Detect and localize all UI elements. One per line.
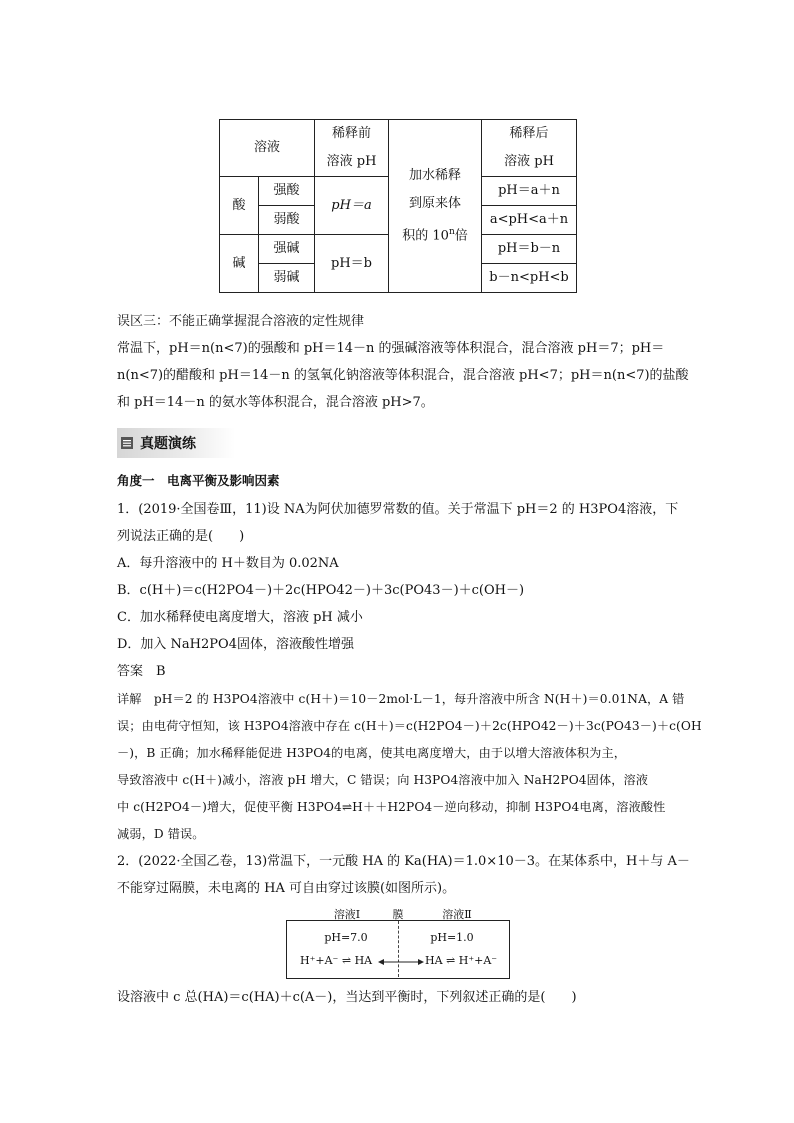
header-after: 稀释后 溶液 pH bbox=[482, 120, 577, 177]
diagram-solution-1-label: 溶液Ⅰ bbox=[333, 908, 361, 921]
membrane-diagram bbox=[286, 906, 510, 979]
diagram-solution-2-label: 溶液Ⅱ bbox=[442, 908, 472, 921]
list-icon bbox=[121, 437, 133, 449]
q1-stem-2: 列说法正确的是( ) bbox=[117, 529, 245, 544]
weak-base-after: b－n<pH<b bbox=[482, 264, 577, 293]
misconception-para-1: 常温下，pH＝n(n<7)的强酸和 pH＝14－n 的强碱溶液等体积混合，混合溶液 pH＝7；pH＝ bbox=[117, 341, 665, 356]
section-header bbox=[117, 428, 235, 458]
membrane-line bbox=[398, 921, 399, 977]
diagram-equilibrium-2: HA ⇌ H⁺+A⁻ bbox=[425, 954, 498, 967]
diagram-membrane-label: 膜 bbox=[392, 908, 404, 921]
q1-option-c: C．加水稀释使电离度增大，溶液 pH 减小 bbox=[117, 610, 363, 625]
q1-detail-2: 误；由电荷守恒知，该 H3PO4溶液中存在 c(H＋)＝c(H2PO4－)＋2c(HPO42－)＋3c(PO43－)＋c(OH bbox=[117, 719, 702, 733]
diagram-equilibrium-1: H⁺+A⁻ ⇌ HA bbox=[300, 954, 373, 967]
header-before: 稀释前 溶液 pH bbox=[315, 120, 389, 177]
base-before: pH＝b bbox=[315, 235, 389, 293]
q1-option-b: B．c(H＋)＝c(H2PO4－)＋2c(HPO42－)＋3c(PO43－)＋c(OH－) bbox=[117, 583, 525, 598]
misconception-para-3: 和 pH＝14－n 的氨水等体积混合，混合溶液 pH>7。 bbox=[117, 395, 434, 410]
q1-answer: 答案 B bbox=[117, 664, 166, 679]
acid-before: pH＝a bbox=[315, 177, 389, 235]
q1-detail-5: 中 c(H2PO4－)增大，促使平衡 H3PO4⇌H＋＋H2PO4－逆向移动，抑制 H3PO4电离，溶液酸性 bbox=[117, 800, 666, 814]
weak-acid: 弱酸 bbox=[259, 206, 315, 235]
q2-stem-2: 不能穿过隔膜，未电离的 HA 可自由穿过该膜(如图所示)。 bbox=[117, 881, 456, 896]
strong-acid: 强酸 bbox=[259, 177, 315, 206]
header-solution: 溶液 bbox=[220, 120, 315, 177]
q2-last-line: 设溶液中 c 总(HA)＝c(HA)＋c(A－)，当达到平衡时，下列叙述正确的是( ) bbox=[117, 990, 577, 1005]
angle-heading: 角度一 电离平衡及影响因素 bbox=[117, 473, 280, 488]
q1-detail-6: 减弱，D 错误。 bbox=[117, 827, 205, 841]
q1-detail-1: 详解 pH＝2 的 H3PO4溶液中 c(H＋)＝10－2mol·L－1，每升溶液中所含 N(H＋)＝0.01NA，A 错 bbox=[117, 692, 685, 706]
q1-option-a: A．每升溶液中的 H＋数目为 0.02NA bbox=[117, 556, 339, 571]
section-title: 真题演练 bbox=[140, 436, 196, 452]
q1-option-d: D．加入 NaH2PO4固体，溶液酸性增强 bbox=[117, 637, 354, 652]
strong-acid-after: pH＝a＋n bbox=[482, 177, 577, 206]
diagram-ph-2: pH=1.0 bbox=[430, 931, 474, 944]
q1-detail-3: －)，B 正确；加水稀释能促进 H3PO4的电离，使其电离度增大，由于以增大溶液体积为主， bbox=[117, 746, 627, 760]
strong-base-after: pH＝b－n bbox=[482, 235, 577, 264]
dilution-operation: 加水稀释 到原来体 积的 10$^n$倍 bbox=[389, 120, 482, 293]
dilution-table bbox=[219, 119, 577, 293]
acid-label: 酸 bbox=[220, 177, 259, 235]
misconception-para-2: n(n<7)的醋酸和 pH＝14－n 的氢氧化钠溶液等体积混合，混合溶液 pH<7；pH＝n(n<7)的盐酸 bbox=[117, 368, 689, 383]
strong-base: 强碱 bbox=[259, 235, 315, 264]
base-label: 碱 bbox=[220, 235, 259, 293]
misconception-title: 误区三：不能正确掌握混合溶液的定性规律 bbox=[117, 314, 365, 329]
q1-stem-1: 1．(2019·全国卷Ⅲ，11)设 NA为阿伏加德罗常数的值。关于常温下 pH＝2 的 H3PO4溶液，下 bbox=[117, 502, 679, 517]
weak-base: 弱碱 bbox=[259, 264, 315, 293]
diagram-ph-1: pH=7.0 bbox=[324, 931, 368, 944]
diagram-double-arrow bbox=[378, 958, 424, 966]
q2-stem-1: 2．(2022·全国乙卷，13)常温下，一元酸 HA 的 Ka(HA)＝1.0×10－3。在某体系中，H＋与 A－ bbox=[117, 854, 690, 869]
weak-acid-after: a<pH<a＋n bbox=[482, 206, 577, 235]
q1-detail-4: 导致溶液中 c(H＋)减小，溶液 pH 增大，C 错误；向 H3PO4溶液中加入 NaH2PO4固体，溶液 bbox=[117, 773, 649, 787]
